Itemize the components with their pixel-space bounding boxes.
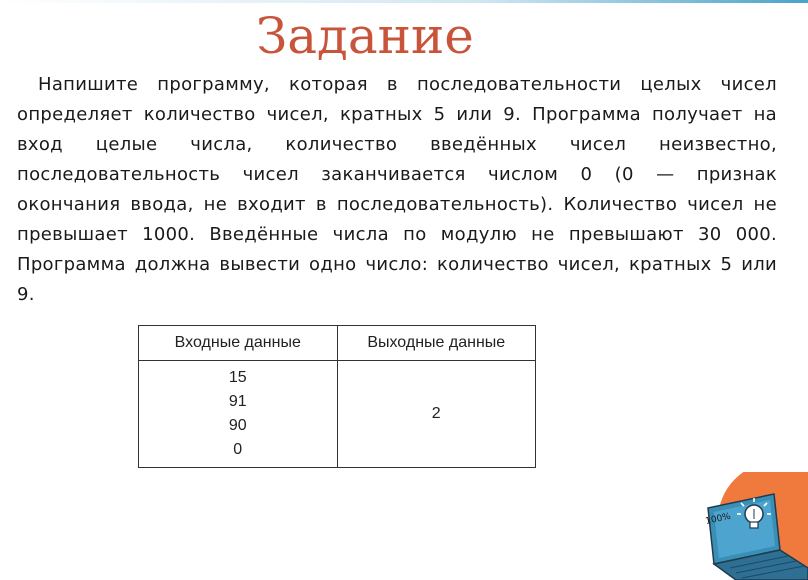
percent-badge: 100% [704,511,732,527]
output-cell: 2 [337,361,536,468]
input-value: 91 [228,393,247,410]
input-value: 15 [228,369,247,386]
laptop-lightbulb-icon [696,472,808,580]
top-accent-line [0,0,808,3]
task-text: Напишите программу, которая в последовательности целых чисел определяет количество чисел, кратных 5 или 9. Программа получает на вход целые числа, количество введённых чисел неизвестно, последовательность чисел заканчивается числом 0 (0 — признак окончания ввода, не входит в последовательность). Количество чисел не превышает 1000. Введённые числа по модулю не превышают 30 000. Программа должна вывести одно число: количество чисел, кратных 5 или 9. [17,74,777,305]
table-header-row [139,326,536,361]
input-value: 90 [228,417,247,434]
table-row [139,361,536,468]
slide-title: Задание [256,7,474,65]
example-table [138,325,536,468]
header-input: Входные данные [139,326,338,361]
input-value: 0 [233,441,243,458]
input-cell [139,361,338,468]
header-output: Выходные данные [337,326,536,361]
